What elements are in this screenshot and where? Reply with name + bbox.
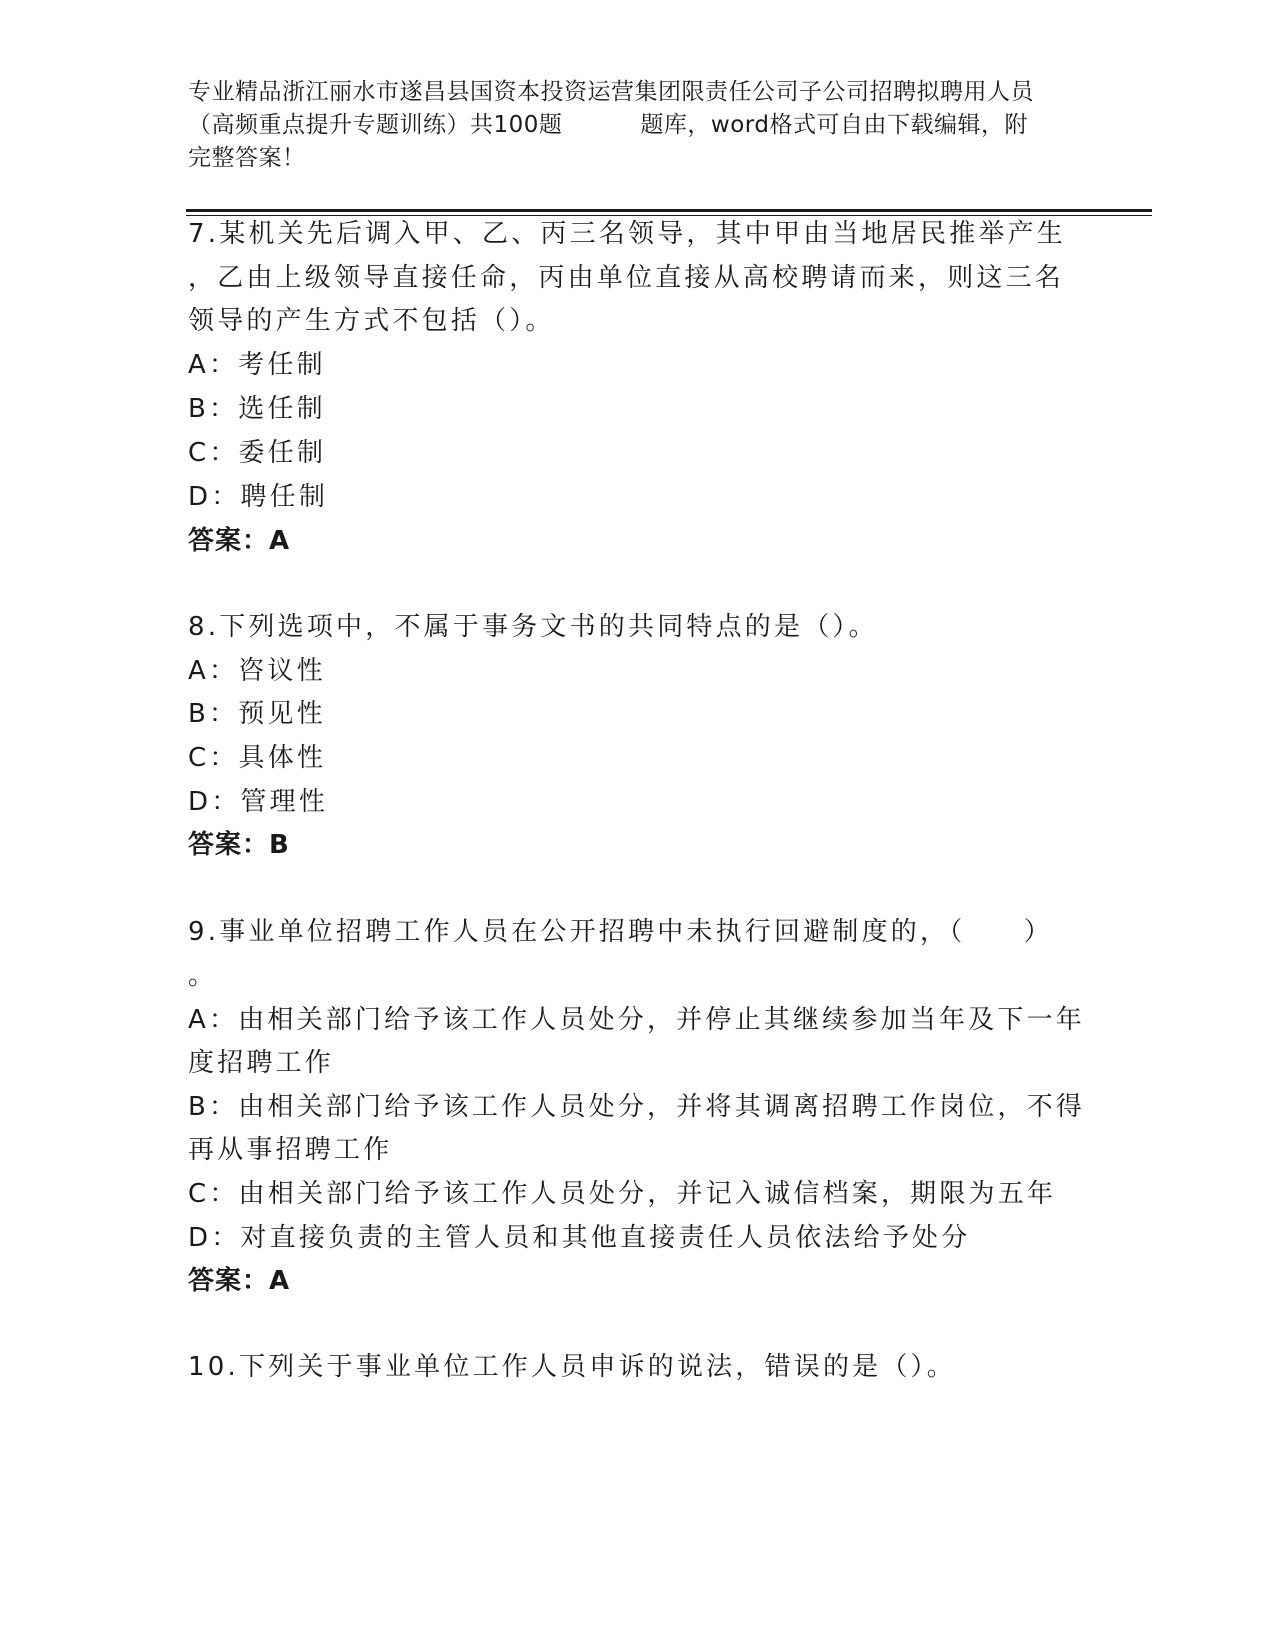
header-line-2b: 题库，word格式可自由下载编辑，附 <box>640 112 1028 138</box>
question-8-option-a: A：咨议性 <box>188 656 326 686</box>
header-line-2a: （高频重点提升专题训练）共100题 <box>188 112 563 138</box>
question-7-line-2: ，乙由上级领导直接任命，丙由单位直接从高校聘请而来，则这三名 <box>188 263 1065 293</box>
question-8-option-c: C：具体性 <box>188 743 327 773</box>
header-line-3: 完整答案！ <box>188 145 306 171</box>
question-10-line-1: 10.下列关于事业单位工作人员申诉的说法，错误的是（）。 <box>188 1352 956 1382</box>
question-9-line-1: 9.事业单位招聘工作人员在公开招聘中未执行回避制度的，（ ） <box>188 917 1054 947</box>
question-8-option-b: B：预见性 <box>188 699 326 729</box>
question-7-line-3: 领导的产生方式不包括（）。 <box>188 306 555 336</box>
header-line-2 <box>188 109 1088 142</box>
question-7-answer: 答案：A <box>188 526 291 556</box>
question-9-option-b-line-2: 再从事招聘工作 <box>188 1135 393 1165</box>
question-8-option-d: D：管理性 <box>188 787 329 817</box>
header-divider-thick <box>186 209 1152 212</box>
header-divider-thin <box>186 215 1152 216</box>
question-7-option-a: A：考任制 <box>188 350 326 380</box>
header-line-1: 专业精品浙江丽水市遂昌县国资本投资运营集团限责任公司子公司招聘拟聘用人员 <box>188 79 1034 105</box>
question-8-line-1: 8.下列选项中，不属于事务文书的共同特点的是（）。 <box>188 612 878 642</box>
question-9-option-c: C：由相关部门给予该工作人员处分，并记入诚信档案，期限为五年 <box>188 1179 1057 1209</box>
question-7-option-d: D：聘任制 <box>188 482 329 512</box>
question-7-option-b: B：选任制 <box>188 394 326 424</box>
question-9-option-a-line-2: 度招聘工作 <box>188 1048 335 1078</box>
question-8-answer: 答案：B <box>188 830 290 860</box>
question-7-option-c: C：委任制 <box>188 438 327 468</box>
question-7-line-1: 7.某机关先后调入甲、乙、丙三名领导，其中甲由当地居民推举产生 <box>188 219 1067 249</box>
question-9-option-b-line-1: B：由相关部门给予该工作人员处分，并将其调离招聘工作岗位，不得 <box>188 1092 1086 1122</box>
question-9-line-2: 。 <box>188 961 218 991</box>
question-9-answer: 答案：A <box>188 1266 291 1296</box>
document-header <box>188 76 1088 175</box>
question-9-option-a-line-1: A：由相关部门给予该工作人员处分，并停止其继续参加当年及下一年 <box>188 1005 1085 1035</box>
question-9-option-d: D：对直接负责的主管人员和其他直接责任人员依法给予处分 <box>188 1223 971 1253</box>
